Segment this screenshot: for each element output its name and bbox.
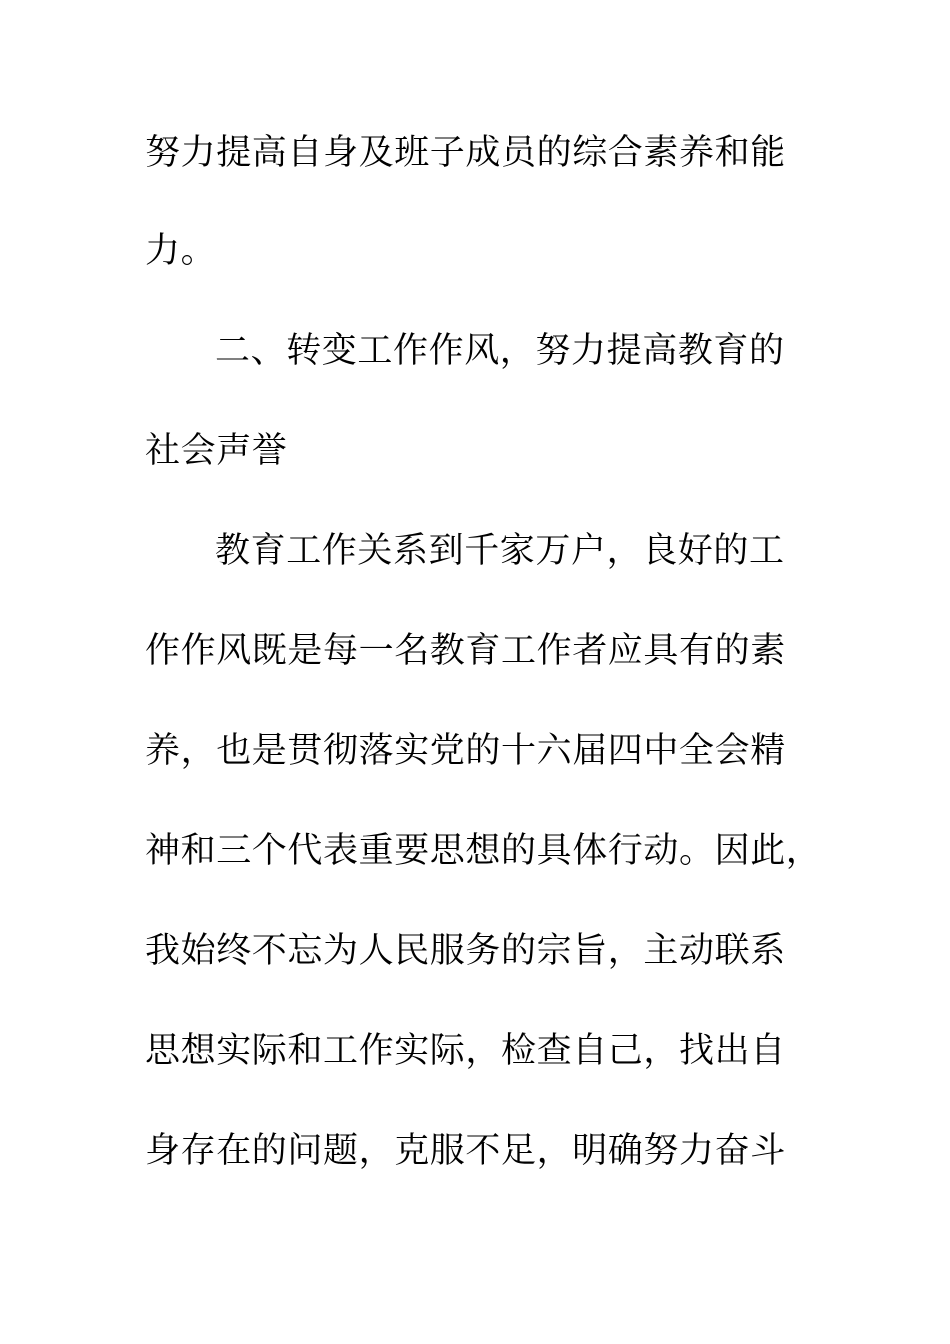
body-text-line: 身存在的问题，克服不足，明确努力奋斗 — [145, 1131, 786, 1171]
body-text-line: 作作风既是每一名教育工作者应具有的素 — [145, 631, 786, 671]
body-text-line: 养，也是贯彻落实党的十六届四中全会精 — [145, 731, 786, 771]
body-text-line: 神和三个代表重要思想的具体行动。因此， — [145, 831, 822, 871]
section-heading-line: 二、转变工作作风，努力提高教育的 — [215, 331, 785, 371]
section-heading-line: 社会声誉 — [145, 431, 288, 471]
body-text-line: 力。 — [145, 231, 217, 271]
body-text-line: 思想实际和工作实际，检查自己，找出自 — [145, 1031, 786, 1071]
body-text-line: 努力提高自身及班子成员的综合素养和能 — [145, 133, 786, 173]
body-text-line: 我始终不忘为人民服务的宗旨，主动联系 — [145, 931, 786, 971]
body-text-line: 教育工作关系到千家万户，良好的工 — [215, 531, 785, 571]
